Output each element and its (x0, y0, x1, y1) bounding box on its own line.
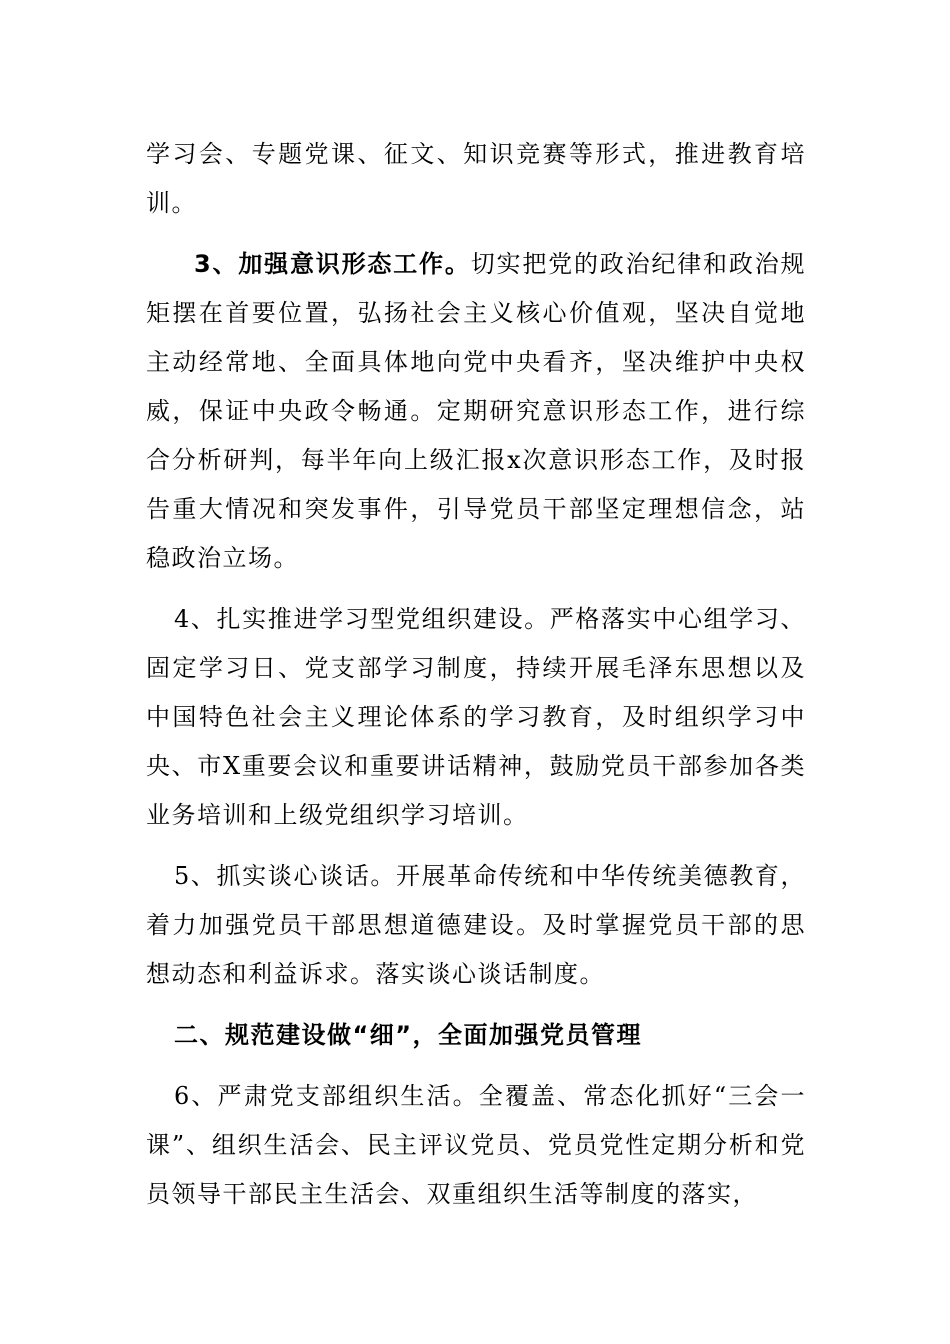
paragraph-5: 6、严肃党支部组织生活。全覆盖、常态化抓好“三会一课”、组织生活会、民主评议党员、党员党性定期分析和党员领导干部民主生活会、双重组织生活等制度的落实， (146, 1082, 806, 1208)
paragraph-4: 5、抓实谈心谈话。开展革命传统和中华传统美德教育，着力加强党员干部思想道德建设。及时掌握党员干部的思想动态和利益诉求。落实谈心谈话制度。 (146, 862, 806, 988)
paragraph-2 (146, 240, 806, 583)
section-heading-2: 二、规范建设做“细”，全面加强党员管理 (174, 1021, 643, 1049)
document-body (146, 130, 806, 1231)
paragraph-2-body: 切实把党的政治纪律和政治规矩摆在首要位置，弘扬社会主义核心价值观，坚决自觉地主动经常地、全面具体地向党中央看齐，坚决维护中央权威，保证中央政令畅通。定期研究意识形态工作，进行综合分析研判，每半年向上级汇报x次意识形态工作，及时报告重大情况和突发事件，引导党员干部坚定理想信念，站稳政治立场。 (146, 250, 807, 572)
paragraph-1: 学习会、专题党课、征文、知识竞赛等形式，推进教育培训。 (146, 140, 806, 217)
paragraph-3: 4、扎实推进学习型党组织建设。严格落实中心组学习、固定学习日、党支部学习制度，持续开展毛泽东思想以及中国特色社会主义理论体系的学习教育，及时组织学习中央、市X重要会议和重要讲话精神，鼓励党员干部参加各类业务培训和上级党组织学习培训。 (146, 605, 806, 829)
paragraph-2-lead: 3、加强意识形态工作。 (194, 250, 471, 278)
